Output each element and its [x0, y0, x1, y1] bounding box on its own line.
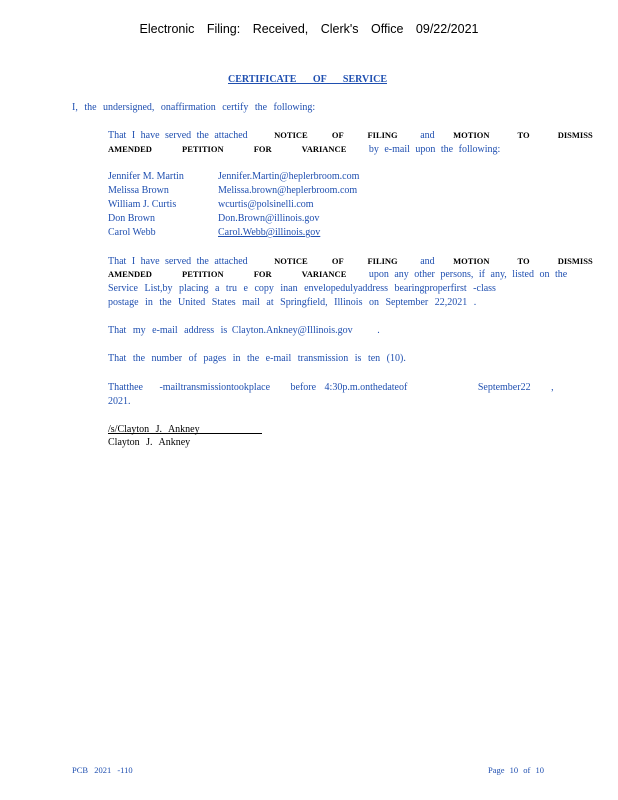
footer-page-number: Page 10 of 10 [488, 765, 544, 775]
signature-name: Clayton J. Ankney [108, 437, 191, 448]
para3-text: That my e-mail address is [108, 325, 228, 336]
para1-text-a: That I have served the attached [108, 130, 248, 141]
para1-by-email: by e-mail upon the following: [368, 144, 501, 155]
para2-other-persons: upon any other persons, if any, listed on the [368, 269, 568, 280]
recipient-name: Melissa Brown [108, 185, 169, 196]
para4-line: That the number of pages in the e-mail transmission is ten (10). [108, 353, 406, 364]
recipient-email[interactable]: Carol.Webb@illinois.gov [218, 227, 321, 238]
para2-notice-of-filing: NOTICE OF FILING [274, 256, 398, 266]
para1-line1 [108, 129, 593, 142]
para2-motion-to-dismiss: MOTION TO DISMISS [453, 256, 593, 266]
para5-comma: , [551, 382, 554, 393]
para5-text-a: Thatthee -mailtransmissiontookplace [108, 382, 271, 393]
filing-stamp-header: Electronic Filing: Received, Clerk's Office 09/22/2021 [139, 22, 479, 36]
recipient-name: Carol Webb [108, 227, 156, 238]
recipient-email[interactable]: wcurtis@polsinelli.com [218, 199, 314, 210]
para1-and: and [420, 130, 435, 141]
signature-line [108, 433, 262, 434]
para2-line1 [108, 255, 593, 268]
recipient-email[interactable]: Don.Brown@illinois.gov [218, 213, 320, 224]
footer-case-number: PCB 2021 -110 [72, 765, 133, 775]
recipient-name: Jennifer M. Martin [108, 171, 184, 182]
intro-line: I, the undersigned, onaffirmation certify the following: [72, 102, 316, 113]
para2-line2 [108, 268, 567, 281]
para2-line3: Service List,by placing a tru e copy inan envelopedulyaddress bearingproperfirst -class [108, 283, 496, 294]
para5-text-b: before 4:30p.m.onthedateof [290, 382, 408, 393]
author-email[interactable]: Clayton.Ankney@Illinois.gov [231, 325, 353, 336]
certificate-title: CERTIFICATE OF SERVICE [228, 74, 387, 85]
para1-notice-of-filing: NOTICE OF FILING [274, 130, 398, 140]
para3-period: . [377, 325, 380, 336]
para5-line1 [108, 381, 554, 394]
recipient-email[interactable]: Jennifer.Martin@heplerbroom.com [218, 171, 360, 182]
para2-line4: postage in the United States mail at Springfield, Illinois on September 22,2021 . [108, 297, 477, 308]
signature-slash: /s/Clayton J. Ankney [108, 424, 200, 435]
para2-and: and [420, 256, 435, 267]
para1-motion-to-dismiss: MOTION TO DISMISS [453, 130, 593, 140]
recipient-email[interactable]: Melissa.brown@heplerbroom.com [218, 185, 358, 196]
para1-line2 [108, 143, 500, 156]
para5-date: September22 [477, 382, 531, 393]
para1-amended-petition: AMENDED PETITION FOR VARIANCE [108, 144, 347, 154]
para2-text-a: That I have served the attached [108, 256, 248, 267]
para5-line2: 2021. [108, 396, 131, 407]
recipient-name: Don Brown [108, 213, 155, 224]
recipient-name: William J. Curtis [108, 199, 177, 210]
para2-amended-petition: AMENDED PETITION FOR VARIANCE [108, 269, 347, 279]
para3-line [108, 324, 380, 337]
